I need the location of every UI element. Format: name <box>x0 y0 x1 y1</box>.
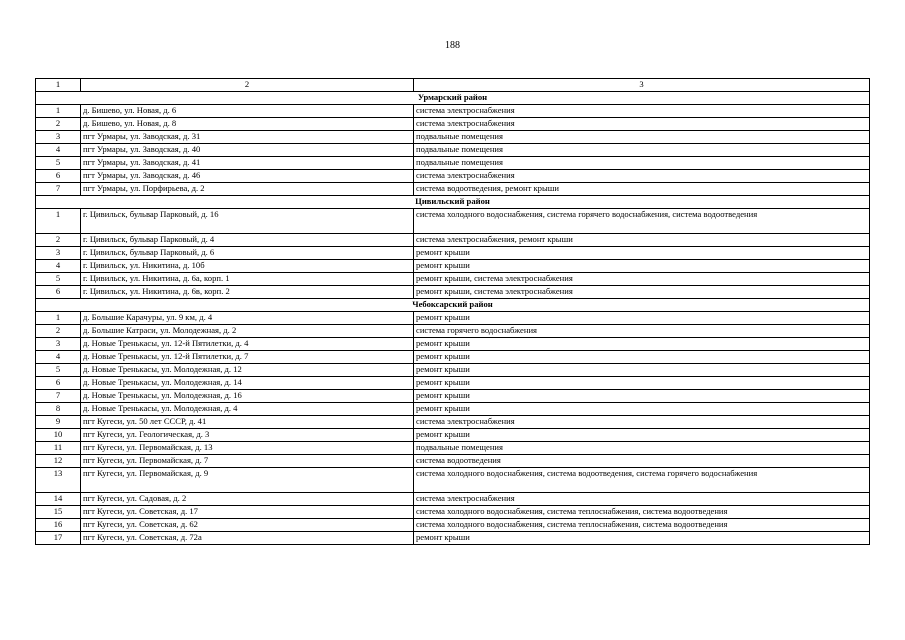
row-number: 11 <box>36 442 81 455</box>
row-address: пгт Кугеси, ул. Первомайская, д. 9 <box>81 468 414 493</box>
table-row <box>36 273 870 286</box>
table-row <box>36 286 870 299</box>
table-row <box>36 390 870 403</box>
row-address: г. Цивильск, бульвар Парковый, д. 4 <box>81 234 414 247</box>
row-address: д. Новые Тренькасы, ул. 12-й Пятилетки, д. 4 <box>81 338 414 351</box>
table-row <box>36 351 870 364</box>
row-number: 2 <box>36 325 81 338</box>
row-number: 9 <box>36 416 81 429</box>
row-work: система электроснабжения <box>414 105 870 118</box>
table-row <box>36 493 870 506</box>
row-address: пгт Урмары, ул. Заводская, д. 40 <box>81 144 414 157</box>
row-address: пгт Кугеси, ул. Первомайская, д. 7 <box>81 455 414 468</box>
row-number: 5 <box>36 157 81 170</box>
row-work: система горячего водоснабжения <box>414 325 870 338</box>
row-number: 3 <box>36 131 81 144</box>
row-address: г. Цивильск, ул. Никитина, д. 6а, корп. 1 <box>81 273 414 286</box>
row-address: пгт Кугеси, ул. Советская, д. 72а <box>81 532 414 545</box>
row-address: пгт Кугеси, ул. Геологическая, д. 3 <box>81 429 414 442</box>
row-number: 5 <box>36 273 81 286</box>
table-row <box>36 209 870 234</box>
row-number: 16 <box>36 519 81 532</box>
row-number: 1 <box>36 312 81 325</box>
table-row <box>36 429 870 442</box>
row-work: система электроснабжения <box>414 493 870 506</box>
table-row <box>36 260 870 273</box>
column-header-row <box>36 79 870 92</box>
row-work: ремонт крыши <box>414 390 870 403</box>
row-address: д. Новые Тренькасы, ул. Молодежная, д. 4 <box>81 403 414 416</box>
row-work: система холодного водоснабжения, система теплоснабжения, система водоотведения <box>414 519 870 532</box>
table-row <box>36 144 870 157</box>
row-work: ремонт крыши <box>414 260 870 273</box>
row-address: пгт Кугеси, ул. Садовая, д. 2 <box>81 493 414 506</box>
row-number: 6 <box>36 170 81 183</box>
row-work: система водоотведения, ремонт крыши <box>414 183 870 196</box>
row-work: система холодного водоснабжения, система теплоснабжения, система водоотведения <box>414 506 870 519</box>
column-header-number: 1 <box>36 79 81 92</box>
row-number: 7 <box>36 390 81 403</box>
row-address: д. Новые Тренькасы, ул. 12-й Пятилетки, д. 7 <box>81 351 414 364</box>
table-row <box>36 442 870 455</box>
row-work: ремонт крыши <box>414 429 870 442</box>
table-row <box>36 364 870 377</box>
row-work: ремонт крыши, система электроснабжения <box>414 273 870 286</box>
row-number: 2 <box>36 118 81 131</box>
table-row <box>36 170 870 183</box>
row-number: 5 <box>36 364 81 377</box>
table-row <box>36 377 870 390</box>
row-address: пгт Кугеси, ул. Первомайская, д. 13 <box>81 442 414 455</box>
row-number: 4 <box>36 351 81 364</box>
row-number: 13 <box>36 468 81 493</box>
table-row <box>36 468 870 493</box>
row-work: ремонт крыши, система электроснабжения <box>414 286 870 299</box>
table-row <box>36 105 870 118</box>
row-number: 15 <box>36 506 81 519</box>
table-row <box>36 131 870 144</box>
row-work: система электроснабжения <box>414 170 870 183</box>
row-number: 7 <box>36 183 81 196</box>
table-row <box>36 416 870 429</box>
row-number: 12 <box>36 455 81 468</box>
section-title: Цивильский район <box>36 196 870 209</box>
row-address: д. Новые Тренькасы, ул. Молодежная, д. 14 <box>81 377 414 390</box>
row-work: ремонт крыши <box>414 403 870 416</box>
row-address: г. Цивильск, бульвар Парковый, д. 16 <box>81 209 414 234</box>
row-work: система холодного водоснабжения, система водоотведения, система горячего водоснабжения <box>414 468 870 493</box>
row-work: подвальные помещения <box>414 442 870 455</box>
row-number: 3 <box>36 338 81 351</box>
row-work: ремонт крыши <box>414 338 870 351</box>
section-header-row <box>36 299 870 312</box>
row-work: подвальные помещения <box>414 131 870 144</box>
buildings-table <box>35 78 870 545</box>
row-number: 10 <box>36 429 81 442</box>
table-row <box>36 312 870 325</box>
row-work: система электроснабжения <box>414 118 870 131</box>
row-work: система электроснабжения, ремонт крыши <box>414 234 870 247</box>
row-address: пгт Урмары, ул. Заводская, д. 31 <box>81 131 414 144</box>
table-row <box>36 234 870 247</box>
row-work: ремонт крыши <box>414 532 870 545</box>
row-number: 1 <box>36 209 81 234</box>
row-address: д. Бишево, ул. Новая, д. 8 <box>81 118 414 131</box>
column-header-address: 2 <box>81 79 414 92</box>
row-address: д. Новые Тренькасы, ул. Молодежная, д. 12 <box>81 364 414 377</box>
row-address: пгт Кугеси, ул. Советская, д. 62 <box>81 519 414 532</box>
row-work: ремонт крыши <box>414 364 870 377</box>
section-title: Урмарский район <box>36 92 870 105</box>
row-address: д. Новые Тренькасы, ул. Молодежная, д. 16 <box>81 390 414 403</box>
row-address: г. Цивильск, ул. Никитина, д. 6в, корп. 2 <box>81 286 414 299</box>
row-address: пгт Урмары, ул. Заводская, д. 46 <box>81 170 414 183</box>
row-work: ремонт крыши <box>414 351 870 364</box>
column-header-work: 3 <box>414 79 870 92</box>
table-row <box>36 403 870 416</box>
table-row <box>36 118 870 131</box>
table-row <box>36 532 870 545</box>
table-row <box>36 455 870 468</box>
row-number: 3 <box>36 247 81 260</box>
row-address: д. Большие Катраси, ул. Молодежная, д. 2 <box>81 325 414 338</box>
row-number: 6 <box>36 286 81 299</box>
row-number: 8 <box>36 403 81 416</box>
row-address: пгт Урмары, ул. Заводская, д. 41 <box>81 157 414 170</box>
row-address: пгт Урмары, ул. Порфирьева, д. 2 <box>81 183 414 196</box>
row-address: г. Цивильск, бульвар Парковый, д. 6 <box>81 247 414 260</box>
row-work: подвальные помещения <box>414 144 870 157</box>
row-number: 4 <box>36 260 81 273</box>
section-title: Чебоксарский район <box>36 299 870 312</box>
row-number: 2 <box>36 234 81 247</box>
row-work: подвальные помещения <box>414 157 870 170</box>
table-row <box>36 325 870 338</box>
row-work: система холодного водоснабжения, система горячего водоснабжения, система водоотведения <box>414 209 870 234</box>
row-work: система электроснабжения <box>414 416 870 429</box>
row-address: пгт Кугеси, ул. 50 лет СССР, д. 41 <box>81 416 414 429</box>
row-work: система водоотведения <box>414 455 870 468</box>
page-number: 188 <box>445 40 460 51</box>
row-work: ремонт крыши <box>414 312 870 325</box>
row-work: ремонт крыши <box>414 377 870 390</box>
table-body <box>36 79 870 545</box>
row-address: д. Бишево, ул. Новая, д. 6 <box>81 105 414 118</box>
row-work: ремонт крыши <box>414 247 870 260</box>
table-row <box>36 519 870 532</box>
row-address: г. Цивильск, ул. Никитина, д. 10б <box>81 260 414 273</box>
table-row <box>36 157 870 170</box>
row-address: пгт Кугеси, ул. Советская, д. 17 <box>81 506 414 519</box>
row-number: 14 <box>36 493 81 506</box>
table-row <box>36 183 870 196</box>
row-number: 6 <box>36 377 81 390</box>
table-row <box>36 338 870 351</box>
section-header-row <box>36 92 870 105</box>
section-header-row <box>36 196 870 209</box>
table-row <box>36 247 870 260</box>
row-number: 4 <box>36 144 81 157</box>
row-number: 1 <box>36 105 81 118</box>
table-row <box>36 506 870 519</box>
row-number: 17 <box>36 532 81 545</box>
row-address: д. Большие Карачуры, ул. 9 км, д. 4 <box>81 312 414 325</box>
